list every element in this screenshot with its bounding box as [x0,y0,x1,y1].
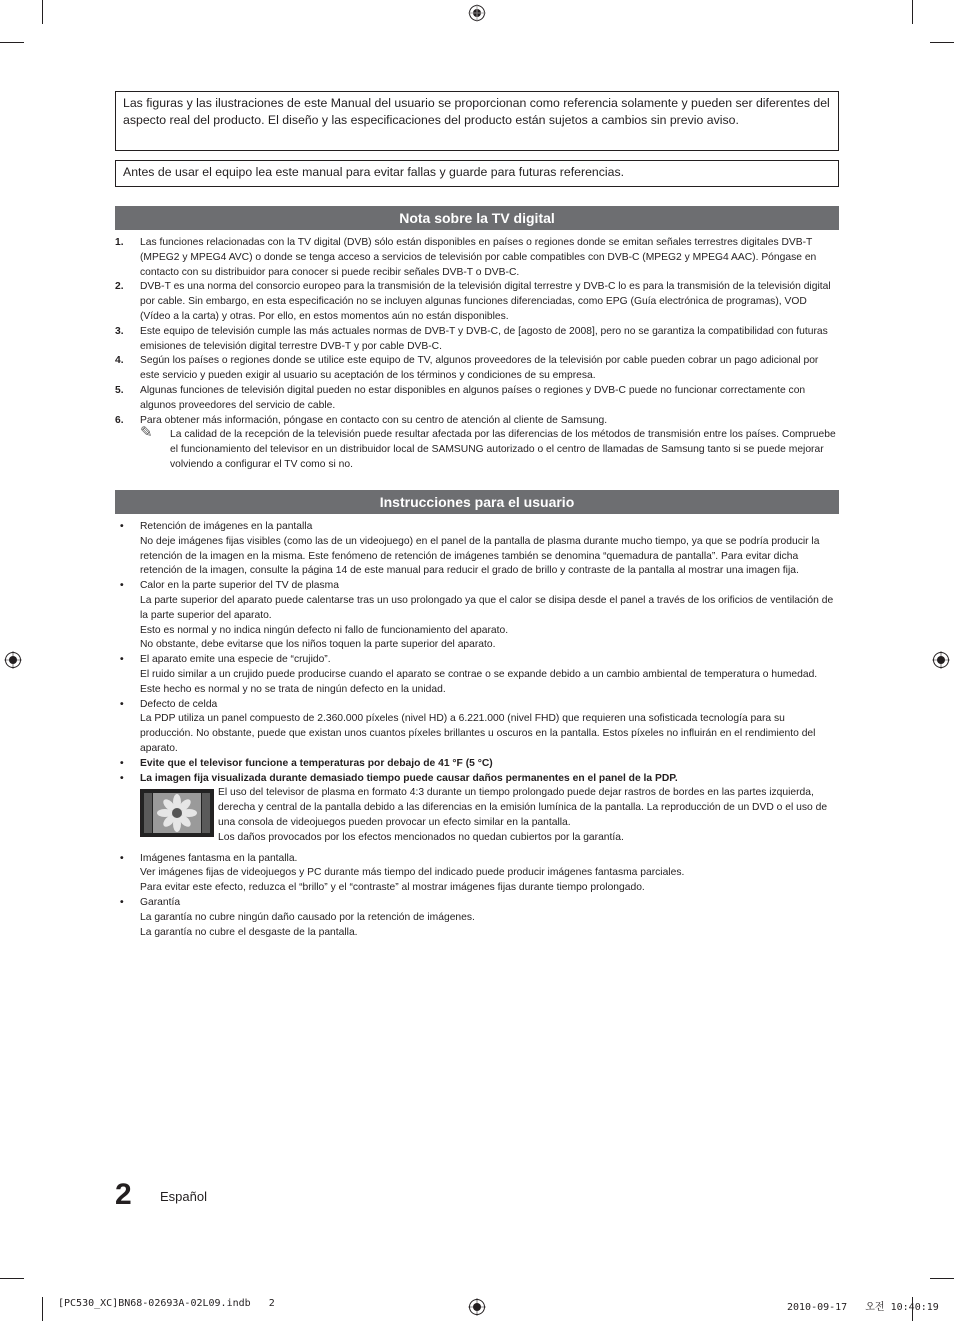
item-title: Garantía [140,896,181,908]
section-heading-digital-tv: Nota sobre la TV digital [115,206,839,230]
disclaimer-text: Las figuras y las ilustraciones de este Manual del usuario se proporcionan como referencia solamente y pueden ser diferentes del aspecto real del producto. El diseño y las especificaciones del producto están sujetos a cambios sin previo aviso. [123,96,830,127]
crop-mark [0,42,24,43]
print-slug-file: [PC530_XC]BN68-02693A-02L09.indb 2 [58,1298,275,1309]
bullet-icon: • [120,521,124,532]
bullet-icon: • [120,852,124,864]
list-item: • Retención de imágenes en la pantalla No deje imágenes fijas visibles (como las de un videojuego) en el panel de la pantalla de plasma durante mucho tiempo, ya que se podría producir la retención de la imagen en la misma. Este fenómeno de retención de imágenes también se denomina “quemadura de pantalla”. Para evitar dicha retención de la imagen, consulte la página 14 de este manual para reducir el grado de brillo y contraste de la pantalla al mostrar una imagen fija. [115,520,839,579]
digital-tv-list [115,236,839,473]
pdp-warning-block [140,786,839,845]
bullet-icon: • [120,654,124,666]
list-item: 5. Algunas funciones de televisión digital pueden no estar disponibles en algunos países o regiones y DVB-C puede no funcionar correctamente con algunos proveedores del servicio de cable. [115,384,806,411]
item-title: La imagen fija visualizada durante demasiado tiempo puede causar daños permanentes en el panel de la PDP. [140,772,678,784]
crop-mark [42,0,43,24]
print-slug-date: 2010-09-17 오전 10:40:19 [787,1302,939,1313]
list-item: 3. Este equipo de televisión cumple las más actuales normas de DVB-T y DVB-C, de [agosto de 2008], pero no se garantiza la compatibilidad con futuras emisiones de televisión digital terrestre DVB-T y por cable DVB-C. [115,325,828,352]
list-item: 4. Según los países o regiones donde se utilice este equipo de TV, algunos proveedores de la televisión por cable pueden cobrar un pago adicional por este servicio y pueden exigir al usuario su aceptación de los términos y condiciones de su empresa. [115,355,819,382]
item-title: Evite que el televisor funcione a temperaturas por debajo de 41 °F (5 °C) [140,757,493,769]
pdp-text: Los daños provocados por los efectos mencionados no quedan cubiertos por la garantía. [218,831,624,843]
registration-mark-icon [4,651,22,669]
disclaimer-box [115,91,839,151]
registration-mark-icon [932,651,950,669]
list-item: 1. Las funciones relacionadas con la TV digital (DVB) sólo están disponibles en países o regiones donde se emitan señales terrestres digitales DVB-T (MPEG2 y MPEG4 AVC) o donde se tenga acceso a servicios de televisión por cable compatibles con DVB-C (MPEG2 y MPEG4 AAC). Póngase en contacto con su distribuidor para conocer si puede recibir señales DVB-T o DVB-C. [115,237,817,278]
note-item [115,424,839,472]
list-item: 6. Para obtener más información, póngase en contacto con su centro de atención al cliente de Samsung. [115,414,608,426]
list-item: • Garantía La garantía no cubre ningún daño causado por la retención de imágenes. La garantía no cubre el desgaste de la pantalla. [115,896,839,940]
read-manual-box [115,160,839,187]
list-item: • El aparato emite una especie de “crujido”. El ruido similar a un crujido puede producirse cuando el aparato se contrae o se expande debido a un cambio ambiental de temperatura o humedad. Este hecho es normal y no se trata de ningún defecto en la unidad. [115,653,839,697]
note-text: La calidad de la recepción de la televisión puede resultar afectada por las diferencias de los métodos de transmisión entre los países. Compruebe el funcionamiento del televisor en un distribuidor local de SAMSUNG autorizado o el centro de llamadas de Samsung tanto si se puede mejorar volviendo a configurar el TV como si no. [170,429,836,470]
plasma-screen-flower-image [140,789,214,837]
bullet-icon: • [120,698,124,710]
item-title: Imágenes fantasma en la pantalla. [140,852,298,864]
item-title: Defecto de celda [140,698,218,710]
pdp-text: El uso del televisor de plasma en formato 4:3 durante un tiempo prolongado puede dejar rastros de bordes en las partes izquierda, derecha y central de la pantalla debido a las diferencias en la emisión lumínica de la pantalla. La reproducción de un DVD o el uso de una consola de videojuegos pueden provocar un efecto similar en la pantalla. [218,787,828,828]
crop-mark [912,0,913,24]
list-item [115,757,839,772]
registration-mark-icon [468,4,486,22]
language-label: Español [160,1189,207,1204]
bullet-icon: • [120,757,124,769]
crop-mark [0,1278,24,1279]
item-title: Retención de imágenes en la pantalla [140,521,313,532]
crop-mark [930,42,954,43]
list-item: • Imágenes fantasma en la pantalla. Ver imágenes fijas de videojuegos y PC durante más tiempo del indicado puede producir imágenes fantasma parciales. Para evitar este efecto, reduzca el “brillo” y el “contraste” al mostrar imágenes fijas durante tiempo prolongado. [115,852,839,896]
list-item: • Calor en la parte superior del TV de plasma La parte superior del aparato puede calentarse tras un uso prolongado ya que el calor se disipa desde el panel a través de los orificios de ventilación de la parte superior del aparato. Esto es normal y no indica ningún defecto ni fallo de funcionamiento del aparato. No obstante, debe evitarse que los niños toquen la parte superior del aparato. [115,579,839,653]
user-instructions-list [115,520,839,940]
section-heading-user-instructions: Instrucciones para el usuario [115,490,839,514]
list-item [115,772,839,846]
pencil-note-icon: ✎ [140,424,153,442]
item-title: Calor en la parte superior del TV de plasma [140,580,339,592]
registration-mark-icon [468,1298,486,1316]
bullet-icon: • [120,772,124,784]
crop-mark [930,1278,954,1279]
read-manual-text: Antes de usar el equipo lea este manual para evitar fallas y guarde para futuras referencias. [123,165,625,179]
bullet-icon: • [120,580,124,592]
list-item: 2. DVB-T es una norma del consorcio europeo para la transmisión de la televisión digital terrestre y DVB-C lo es para la transmisión de la televisión digital por cable. Sin embargo, en esta especificación no se incluyen algunas funciones diferenciadas, como EPG (Guía electrónica de programas), VOD (Vídeo a la carta) y otras. Por ello, en estos momentos aún no están disponibles. [115,281,831,322]
page-number: 2 [115,1178,132,1211]
bullet-icon: • [120,896,124,908]
list-item: • Defecto de celda La PDP utiliza un panel compuesto de 2.360.000 píxeles (nivel HD) a 6.221.000 (nivel FHD) que requieren una sofisticada tecnología para su producción. No obstante, puede que existan unos cuantos píxeles brillantes u oscuros en la pantalla. Estos píxeles no influirán en el rendimiento del aparato. [115,698,839,757]
crop-mark [42,1297,43,1321]
item-title: El aparato emite una especie de “crujido”. [140,654,331,666]
